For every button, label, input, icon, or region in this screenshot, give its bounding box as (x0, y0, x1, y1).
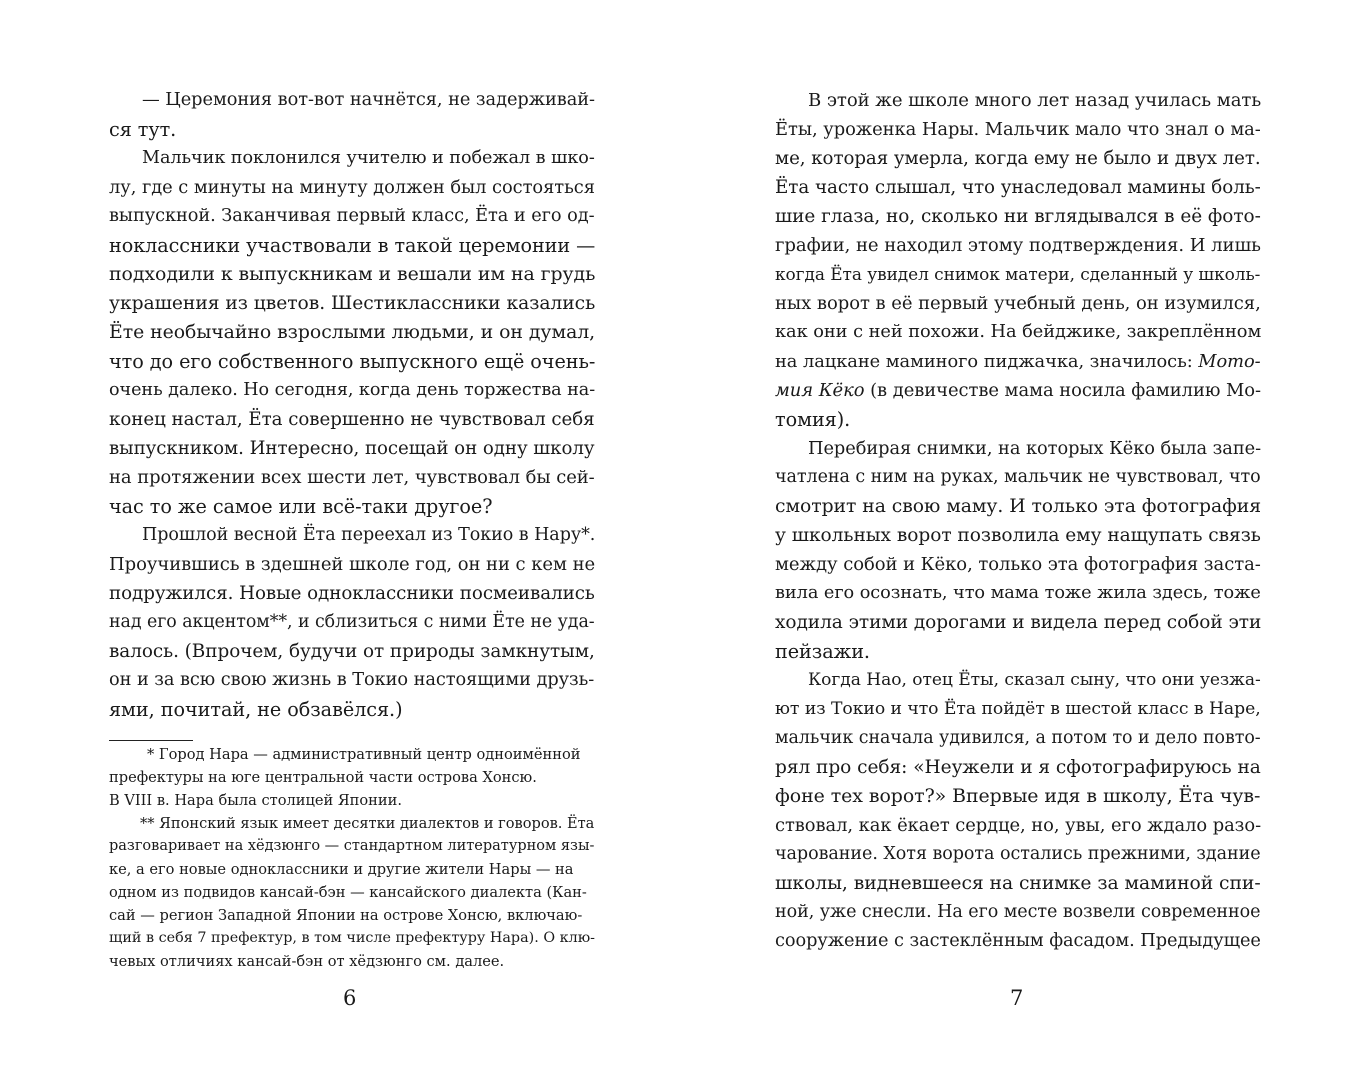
left-page (109, 0, 595, 1080)
text-line: конец настал, Ёта совершенно не чувствовал себя (109, 409, 595, 430)
text-line (775, 376, 1261, 405)
text-line: лу, где с минуты на минуту должен был состояться (109, 177, 595, 198)
text-line: что до его собственного выпускного ещё очень- (109, 350, 596, 373)
footnote-line: одном из подвидов кансай-бэн — кансайского диалекта (Кан- (109, 884, 587, 901)
text-line: украшения из цветов. Шестиклассники казались (109, 293, 596, 314)
text-line: Перебирая снимки, на которых Кёко была запе- (808, 438, 1262, 459)
footnote-line: щий в себя 7 префектур, в том числе префектуру Нара). О клю- (109, 930, 596, 946)
footnote-line: ** Японский язык имеет десятки диалектов и говоров. Ёта (140, 815, 595, 832)
text-line: между собой и Кёко, только эта фотография заста- (775, 554, 1261, 575)
text-line: подходили к выпускникам и вешали им на грудь (109, 263, 596, 285)
text-line: у школьных ворот позволила ему нащупать связь (775, 525, 1261, 546)
text-line: графии, не находил этому подтверждения. И лишь (775, 235, 1261, 256)
text-line: как они с ней похожи. На бейджике, закреплённом (775, 322, 1262, 342)
text-line: над его акцентом**, и сблизиться с ними Ёте не уда- (109, 612, 595, 632)
text-line: школы, видневшееся на снимке за маминой спи- (775, 873, 1261, 894)
text-line: мальчик сначала удивился, а потом то и дело повто- (775, 728, 1261, 748)
text-line: фоне тех ворот?» Впервые идя в школу, Ёта чув- (775, 785, 1261, 807)
text-line: ствовал, как ёкает сердце, но, увы, его ждало разо- (775, 815, 1262, 836)
text-line: час то же самое или всё-таки другое? (109, 495, 493, 518)
text-line: Мальчик поклонился учителю и побежал в шко- (142, 148, 595, 168)
text-line: Когда Нао, отец Ёты, сказал сыну, что они уезжа- (808, 670, 1261, 690)
text-line: чатлена с ним на руках, мальчик не чувствовал, что (775, 467, 1261, 487)
text-segment: на лацкане маминого пиджачка, значилось: (775, 351, 1193, 372)
text-line: выпускной. Заканчивая первый класс, Ёта и его од- (109, 206, 595, 226)
text-line: ями, почитай, не обзавёлся.) (109, 698, 403, 721)
page-number: 7 (1010, 986, 1024, 1010)
footnote-line: префектуры на юге центральной части острова Хонсю. (109, 769, 537, 786)
text-line: томия). (775, 408, 851, 431)
footnote-line: разговаривает на хёдзюнго — стандартном литературном язы- (109, 838, 595, 854)
footnote-line: сай — регион Западной Японии на острове Хонсю, включаю- (109, 907, 583, 924)
text-segment: (в девичестве мама носила фамилию Мо- (870, 380, 1262, 401)
text-line: Проучившись в здешней школе год, он ни с кем не (109, 554, 596, 575)
text-line: ных ворот в её первый учебный день, он изумился, (775, 293, 1261, 314)
footnote-divider (109, 740, 193, 741)
page-number: 6 (343, 986, 357, 1010)
footnote-line: чевых отличиях кансай-бэн от хёдзюнго см. далее. (109, 953, 505, 970)
text-line: Ёты, уроженка Нары. Мальчик мало что знал о ма- (775, 119, 1261, 140)
text-line: подружился. Новые одноклассники посмеивались (109, 583, 595, 604)
text-line: ме, которая умерла, когда ему не было и двух лет. (775, 148, 1261, 169)
footnote-line: * Город Нара — административный центр одноимённой (147, 746, 581, 763)
text-line: В этой же школе много лет назад училась мать (808, 90, 1262, 111)
text-line: сооружение с застеклённым фасадом. Предыдущее (775, 931, 1261, 951)
text-line: Прошлой весной Ёта переехал из Токио в Нару*. (142, 525, 596, 545)
text-line: Ёта часто слышал, что унаследовал мамины боль- (775, 177, 1261, 198)
text-line: он и за всю свою жизнь в Токио настоящими друзь- (109, 670, 595, 690)
text-line: ют из Токио и что Ёта пойдёт в шестой класс в Наре, (775, 699, 1261, 719)
text-line: на протяжении всех шести лет, чувствовал бы сей- (109, 467, 595, 488)
text-line: шие глаза, но, сколько ни вглядывался в её фото- (775, 206, 1261, 227)
text-line: рял про себя: «Неужели и я сфотографируюсь на (775, 757, 1261, 778)
text-line: ноклассники участвовали в такой церемонии — (109, 234, 596, 257)
text-line: ходила этими дорогами и видела перед собой эти (775, 612, 1262, 633)
text-line: чарование. Хотя ворота остались прежними, здание (775, 844, 1261, 864)
text-line: Ёте необычайно взрослыми людьми, и он думал, (109, 322, 596, 343)
italic-name: Мото- (1198, 351, 1261, 372)
text-line: ной, уже снесли. На его месте возвели современное (775, 902, 1261, 922)
text-line (775, 347, 1261, 376)
text-line: ся тут. (109, 118, 177, 141)
footnote-line: В VIII в. Нара была столицей Японии. (109, 792, 402, 809)
right-page (775, 0, 1261, 1080)
footnote-line: ке, а его новые одноклассники и другие жители Нары — на (109, 861, 574, 878)
text-line: пейзажи. (775, 640, 870, 663)
text-line: очень далеко. Но сегодня, когда день торжества на- (109, 380, 596, 400)
text-line: — Церемония вот-вот начнётся, не задерживай- (142, 90, 595, 110)
text-line: смотрит на свою маму. И только эта фотография (775, 496, 1262, 517)
text-line: валось. (Впрочем, будучи от природы замкнутым, (109, 641, 595, 662)
text-line: вила его осознать, что мама тоже жила здесь, тоже (775, 583, 1261, 603)
text-line: когда Ёта увидел снимок матери, сделанный у школь- (775, 264, 1261, 284)
text-line: выпускником. Интересно, посещай он одну школу (109, 438, 595, 459)
italic-name: мия Кёко (775, 380, 865, 401)
